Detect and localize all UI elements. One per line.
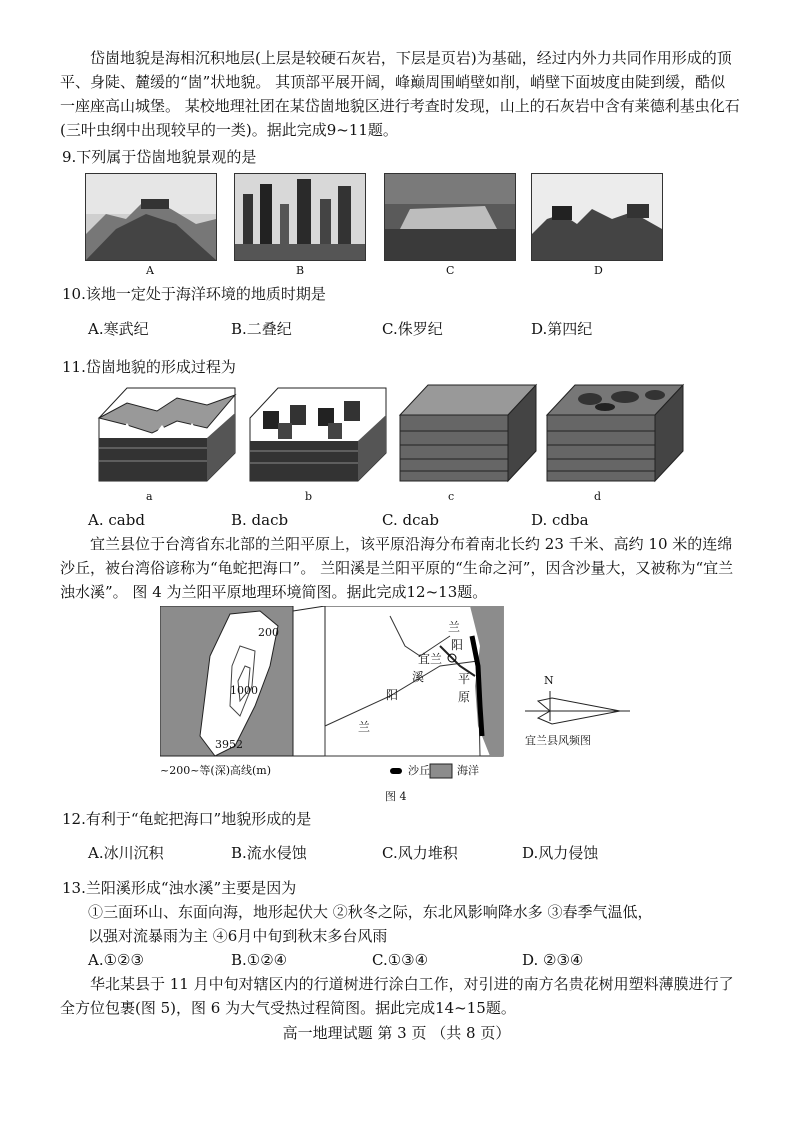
question-9: 9.下列属于岱崮地貌景观的是 (62, 148, 257, 166)
q11-option-a[interactable]: A. cabd (88, 511, 145, 529)
compass-north: N (544, 674, 554, 687)
question-13: 13.兰阳溪形成“浊水溪”主要是因为 (62, 879, 297, 897)
caption-d: D (594, 264, 603, 277)
caption-block-a: a (146, 490, 153, 503)
caption-b: B (296, 264, 305, 277)
legend-dune: 沙丘 (408, 764, 430, 777)
question-10: 10.该地一定处于海洋环境的地质时期是 (62, 285, 326, 303)
caption-a: A (146, 264, 154, 277)
page-footer: 高一地理试题 第 3 页 （共 8 页） (282, 1024, 511, 1042)
q11-option-c[interactable]: C. dcab (382, 511, 440, 529)
q13-option-b[interactable]: B.①②④ (231, 951, 288, 969)
q10-option-b[interactable]: B.二叠纪 (231, 320, 292, 338)
passage-daigu: 岱崮地貌是海相沉积地层(上层是较硬石灰岩，下层是页岩)为基础，经过内外力共同作用形成的顶平、身陡、麓缓的“崮”状地貌。 其顶部平展开阔，峰巅周围峭壁如削，峭壁下面坡度由陡到缓，酷似一座座高山城堡。 某校地理社团在某岱崮地貌区进行考查时发现，山上的石灰岩中含有莱德利基虫化石(三叶虫纲中出现较早的一类)。据此完成9~11题。 (60, 49, 740, 139)
question-12: 12.有利于“龟蛇把海口”地貌形成的是 (62, 810, 312, 828)
q12-option-c[interactable]: C.风力堆积 (382, 844, 458, 862)
caption-c: C (446, 264, 455, 277)
caption-block-c: c (448, 490, 455, 503)
block-diagram-c (398, 383, 538, 483)
label-lan-river: 兰 (358, 720, 371, 734)
q13-option-c[interactable]: C.①③④ (372, 951, 429, 969)
figure-4 (160, 606, 650, 806)
passage-huabei: 华北某县于 11 月中旬对辖区内的行道树进行涂白工作，对引进的南方名贵花树用塑料薄膜进行了全方位包裹(图 5)，图 6 为大气受热过程简图。据此完成14~15题。 (60, 975, 734, 1017)
question-11: 11.岱崮地貌的形成过程为 (62, 358, 236, 376)
q12-option-d[interactable]: D.风力侵蚀 (522, 844, 599, 862)
label-lan-top: 兰 (448, 620, 461, 634)
block-diagram-a (97, 383, 237, 483)
q12-option-a[interactable]: A.冰川沉积 (88, 844, 164, 862)
caption-block-b: b (305, 490, 313, 503)
legend-contour: ~200~等(深)高线(m) (160, 764, 272, 777)
figure-4-caption: 图 4 (385, 790, 407, 803)
contour-200: 200 (258, 626, 279, 639)
q13-statement-line1: ①三面环山、东面向海，地形起伏大 ②秋冬之际，东北风影响降水多 ③春季气温低， (88, 903, 653, 921)
photo-b (234, 173, 366, 261)
passage-yilan: 宜兰县位于台湾省东北部的兰阳平原上，该平原沿海分布着南北长约 23 千米、高约 10 米的连绵沙丘，被台湾俗谚称为“龟蛇把海口”。 兰阳溪是兰阳平原的“生命之河”，因含沙量大，又被称为“宜兰浊水溪”。 图 4 为兰阳平原地理环境简图。据此完成12~13题。 (60, 535, 734, 601)
q13-statement-line2: 以强对流暴雨为主 ④6月中旬到秋末多台风雨 (88, 927, 388, 945)
q12-option-b[interactable]: B.流水侵蚀 (231, 844, 307, 862)
q13-option-d[interactable]: D. ②③④ (522, 951, 584, 969)
photo-c (384, 173, 516, 261)
contour-1000: 1000 (230, 684, 258, 697)
label-yang-river: 阳 (386, 688, 399, 702)
q11-option-b[interactable]: B. dacb (231, 511, 289, 529)
label-yuan: 原 (458, 690, 471, 704)
label-yilan: 宜兰 (418, 652, 443, 666)
label-yang-top: 阳 (451, 638, 464, 652)
photo-a (85, 173, 217, 261)
q13-option-a[interactable]: A.①②③ (88, 951, 144, 969)
contour-3952: 3952 (215, 738, 243, 751)
q10-option-a[interactable]: A.寒武纪 (88, 320, 149, 338)
block-diagram-d (545, 383, 685, 483)
q10-option-c[interactable]: C.侏罗纪 (382, 320, 443, 338)
block-diagram-b (248, 383, 388, 483)
wind-rose-caption: 宜兰县风频图 (525, 734, 591, 747)
photo-d (531, 173, 663, 261)
legend-sea: 海洋 (457, 764, 479, 777)
q11-option-d[interactable]: D. cdba (531, 511, 589, 529)
caption-block-d: d (594, 490, 602, 503)
label-xi: 溪 (412, 670, 425, 684)
q10-option-d[interactable]: D.第四纪 (531, 320, 593, 338)
label-ping: 平 (458, 672, 471, 686)
